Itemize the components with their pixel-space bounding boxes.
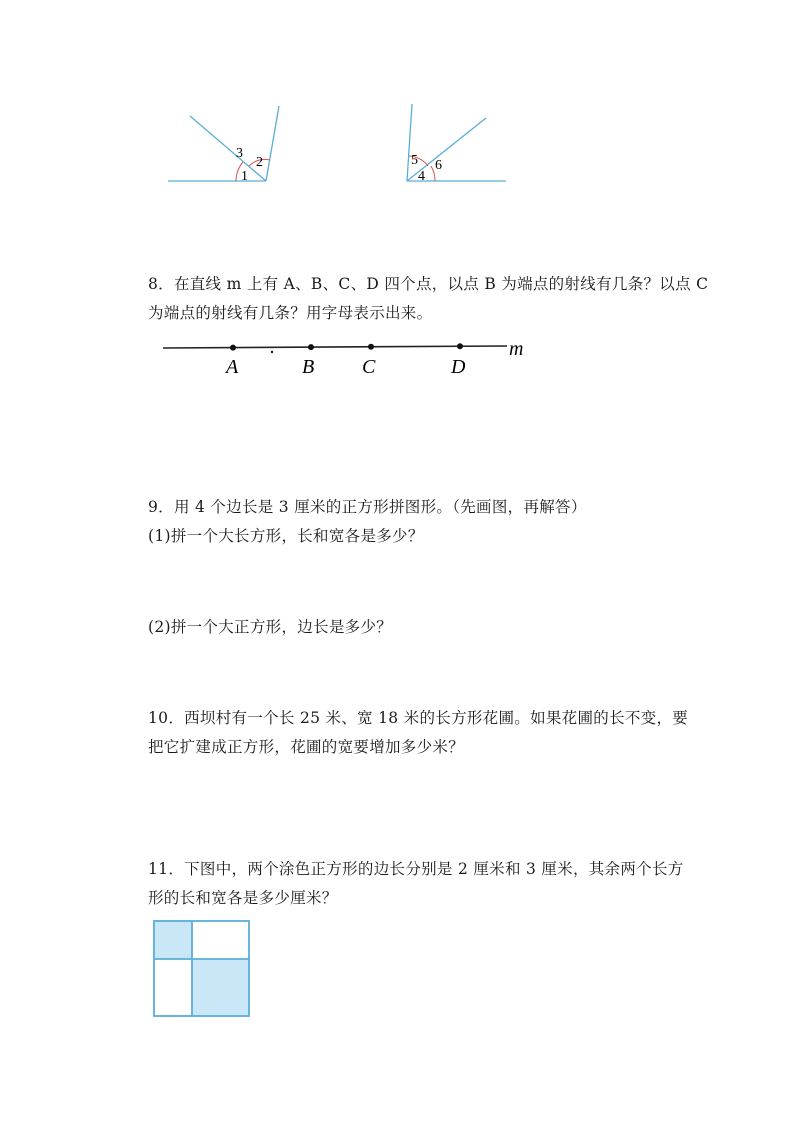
angle-label-1: 1: [241, 169, 248, 184]
q9-text-line1: 9．用 4 个边长是 3 厘米的正方形拼图形。（先画图，再解答）: [148, 498, 587, 516]
point-c: [368, 344, 374, 350]
q9-part2: (2)拼一个大正方形，边长是多少？: [148, 618, 393, 636]
angle-figure-left: [168, 106, 279, 184]
angle-label-4: 4: [418, 169, 425, 184]
line-label-m: m: [509, 338, 524, 360]
shaded-square-small: [154, 921, 192, 959]
angle-figure-right: [407, 104, 506, 184]
angle-label-6: 6: [435, 158, 442, 173]
line-m: [163, 346, 507, 348]
q10-text-line1: 10．西坝村有一个长 25 米、宽 18 米的长方形花圃。如果花圃的长不变，要: [148, 709, 689, 727]
ray-left-2: [266, 106, 279, 181]
point-d: [457, 343, 463, 349]
q9-part1: (1)拼一个大长方形，长和宽各是多少？: [148, 527, 424, 545]
shaded-square-large: [192, 959, 249, 1016]
point-a: [230, 345, 236, 351]
point-label-c: C: [362, 356, 376, 378]
point-label-d: D: [451, 356, 466, 378]
ray-left-1: [190, 116, 266, 181]
angle-label-3: 3: [236, 146, 243, 161]
stray-mark: [271, 351, 273, 353]
q11-text-line1: 11．下图中，两个涂色正方形的边长分别是 2 厘米和 3 厘米，其余两个长方: [148, 860, 684, 878]
q10-text-line2: 把它扩建成正方形，花圃的宽要增加多少米？: [148, 738, 465, 756]
q8-text-line1: 8．在直线 m 上有 A、B、C、D 四个点，以点 B 为端点的射线有几条？以点 C: [148, 275, 709, 293]
point-b: [308, 344, 314, 350]
point-label-a: A: [226, 356, 239, 378]
ray-right-1: [407, 104, 412, 181]
angle-label-5: 5: [411, 153, 418, 168]
line-m-figure: [0, 330, 800, 385]
q8-text-line2: 为端点的射线有几条？用字母表示出来。: [148, 304, 433, 322]
squares-figure: [150, 917, 256, 1023]
point-label-b: B: [302, 356, 315, 378]
angle-figures: [0, 0, 800, 200]
q11-text-line2: 形的长和宽各是多少厘米？: [148, 889, 338, 907]
angle-label-2: 2: [256, 155, 263, 170]
